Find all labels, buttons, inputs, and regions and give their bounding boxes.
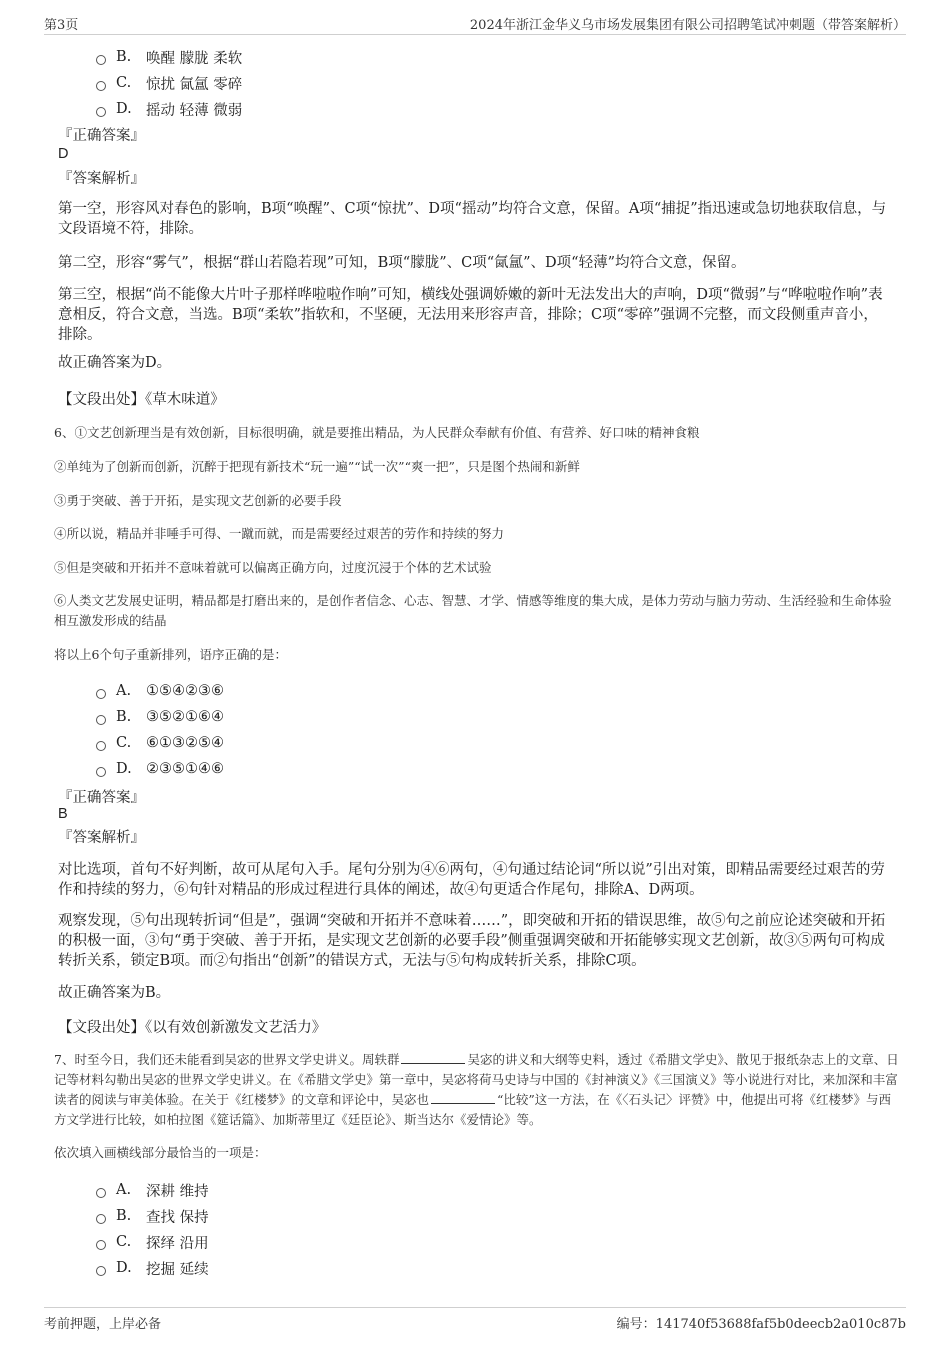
q7-option-d[interactable]: D. 挖掘 延续 (96, 1255, 209, 1281)
q5-option-b[interactable]: B. 唤醒 朦胧 柔软 (96, 44, 242, 70)
q6-analysis-para-2: 观察发现，⑤句出现转折词“但是”，强调“突破和开拓并不意味着……”，即突破和开拓的错误思维，故⑤句之前应论述突破和开拓的积极一面，③句“勇于突破、善于开拓，是实现文艺创新的必要手段”侧重强调突破和开拓能够实现文艺创新，故③⑤两句可构成转折关系，锁定B项。而②句指出“创新”的错误方式，无法与⑤句构成转折关系，排除C项。 (58, 913, 886, 969)
q5-analysis-para-2: 第二空，形容“雾气”，根据“群山若隐若现”可知，B项“朦胧”、C项“氤氲”、D项“轻薄”均符合文意，保留。 (58, 255, 746, 271)
page-footer (44, 1307, 906, 1332)
q5-options (96, 44, 242, 122)
q6-source: 【文段出处】《以有效创新激发文艺活力》 (58, 1020, 327, 1036)
document-id: 编号：141740f53688faf5b0deecb2a010c87b (616, 1317, 906, 1332)
q6-sentence-1: 6、①文艺创新理当是有效创新，目标很明确，就是要推出精品，为人民群众奉献有价值、有营养、好口味的精神食粮 (54, 425, 700, 440)
q7-option-b[interactable]: B. 查找 保持 (96, 1203, 209, 1229)
page-header (44, 14, 906, 35)
q6-sentence-5: ⑤但是突破和开拓并不意味着就可以偏离正确方向，过度沉浸于个体的艺术试验 (54, 560, 492, 575)
radio-icon[interactable] (96, 107, 106, 117)
q5-answer-label: 『正确答案』 (58, 128, 145, 144)
q6-analysis-label: 『答案解析』 (58, 830, 145, 846)
radio-icon[interactable] (96, 55, 106, 65)
q7-prompt: 依次填入画横线部分最恰当的一项是： (54, 1145, 267, 1160)
radio-icon[interactable] (96, 1240, 106, 1250)
q7-stem: 7、时至今日，我们还未能看到吴宓的世界文学史讲义。周轶群 吴宓的讲义和大纲等史料，透过《希腊文学史》、散见于报纸杂志上的文章、日记等材料勾勒出吴宓的世界文学史讲义。在《希腊文学史》第一章中，吴宓将荷马史诗与中国的《封神演义》《三国演义》等小说进行对比，来加深和丰富读者的阅读与审美体验。在关于《红楼梦》的文章和评论中，吴宓也 “比较”这一方法，在《〈石头记〉评赞》中，他提出可将《红楼梦》与西方文学进行比较，如柏拉图《筵话篇》、加斯蒂里辽《廷臣论》、斯当达尔《爱情论》等。 (54, 1052, 899, 1127)
radio-icon[interactable] (96, 1214, 106, 1224)
page-number: 第3页 (44, 18, 79, 33)
radio-icon[interactable] (96, 81, 106, 91)
q5-conclusion: 故正确答案为D。 (58, 355, 172, 371)
q6-sentence-6: ⑥人类文艺发展史证明，精品都是打磨出来的，是创作者信念、心志、智慧、才学、情感等维度的集大成，是体力劳动与脑力劳动、生活经验和生命体验相互激发形成的结晶 (54, 593, 892, 628)
q6-answer-label: 『正确答案』 (58, 790, 145, 806)
radio-icon[interactable] (96, 689, 106, 699)
radio-icon[interactable] (96, 741, 106, 751)
radio-icon[interactable] (96, 1266, 106, 1276)
radio-icon[interactable] (96, 715, 106, 725)
document-title: 2024年浙江金华义乌市场发展集团有限公司招聘笔试冲刺题（带答案解析） (469, 18, 906, 33)
q6-options (96, 678, 224, 782)
q5-analysis-label: 『答案解析』 (58, 171, 145, 187)
q6-prompt: 将以上6个句子重新排列，语序正确的是： (54, 647, 287, 662)
q6-option-c[interactable]: C. ⑥①③②⑤④ (96, 730, 224, 756)
q7-option-c[interactable]: C. 探绎 沿用 (96, 1229, 209, 1255)
q6-option-a[interactable]: A. ①⑤④②③⑥ (96, 678, 224, 704)
radio-icon[interactable] (96, 1188, 106, 1198)
q5-analysis-para-3: 第三空，根据“尚不能像大片叶子那样哗啦啦作响”可知，横线处强调娇嫩的新叶无法发出大的声响，D项“微弱”与“哗啦啦作响”表意相反，符合文意，当选。B项“柔软”指软和，不坚硬，无法用来形容声音，排除；C项“零碎”强调不完整，而文段侧重声音小，排除。 (58, 287, 883, 343)
q5-option-d[interactable]: D. 摇动 轻薄 微弱 (96, 96, 242, 122)
fill-blank-1[interactable] (401, 1051, 465, 1064)
q6-option-d[interactable]: D. ②③⑤①④⑥ (96, 756, 224, 782)
q6-sentence-3: ③勇于突破、善于开拓，是实现文艺创新的必要手段 (54, 493, 342, 508)
q6-sentence-4: ④所以说，精品并非唾手可得、一蹴而就，而是需要经过艰苦的劳作和持续的努力 (54, 526, 505, 541)
q6-conclusion: 故正确答案为B。 (58, 985, 171, 1001)
q6-answer: B (58, 806, 68, 822)
q5-analysis-para-1: 第一空，形容风对春色的影响，B项“唤醒”、C项“惊扰”、D项“摇动”均符合文意，保留。A项“捕捉”指迅速或急切地获取信息，与文段语境不符，排除。 (58, 201, 887, 237)
q5-answer: D (58, 146, 69, 162)
radio-icon[interactable] (96, 767, 106, 777)
q5-option-c[interactable]: C. 惊扰 氤氲 零碎 (96, 70, 242, 96)
q7-option-a[interactable]: A. 深耕 维持 (96, 1177, 209, 1203)
q6-analysis-para-1: 对比选项，首句不好判断，故可从尾句入手。尾句分别为④⑥两句，④句通过结论词“所以说”引出对策，即精品需要经过艰苦的劳作和持续的努力，⑥句针对精品的形成过程进行具体的阐述，故④句更适合作尾句，排除A、D两项。 (58, 862, 885, 898)
q5-source: 【文段出处】《草木味道》 (58, 392, 225, 408)
q7-options (96, 1177, 209, 1281)
q6-option-b[interactable]: B. ③⑤②①⑥④ (96, 704, 224, 730)
fill-blank-2[interactable] (431, 1091, 495, 1104)
footer-slogan: 考前押题，上岸必备 (44, 1317, 162, 1332)
q6-sentence-2: ②单纯为了创新而创新，沉醉于把现有新技术“玩一遍”“试一次”“爽一把”，只是图个热闹和新鲜 (54, 459, 580, 474)
